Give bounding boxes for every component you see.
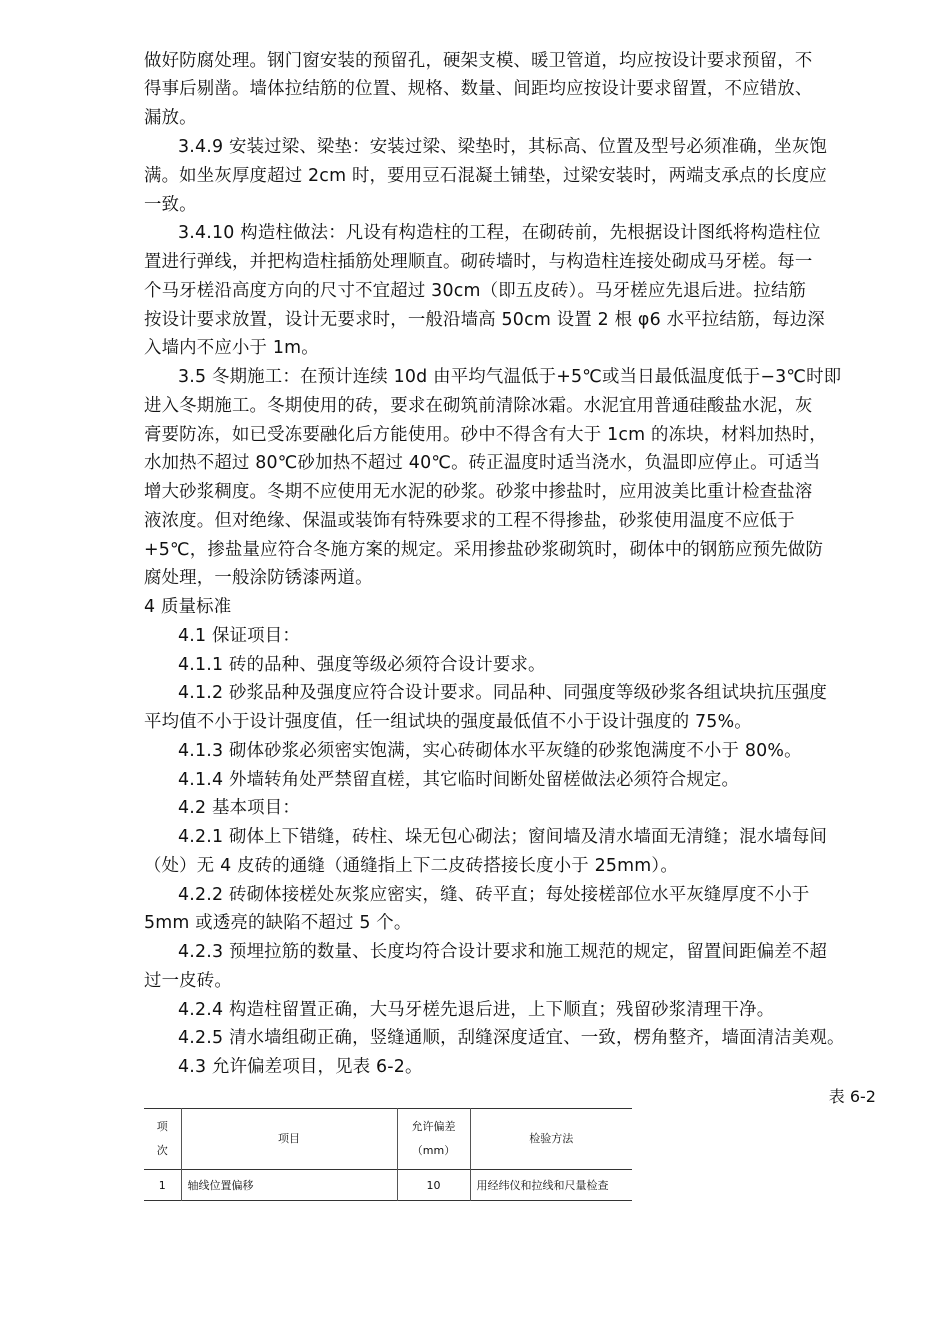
cell-item: 轴线位置偏移	[181, 1170, 397, 1201]
text-line: 液浓度。但对绝缘、保温或装饰有特殊要求的工程不得掺盐，砂浆使用温度不应低于	[144, 511, 795, 531]
text-line: 膏要防冻，如已受冻要融化后方能使用。砂中不得含有大于 1cm 的冻块，材料加热时，	[144, 425, 827, 445]
text-line: 3.4.10 构造柱做法：凡设有构造柱的工程，在砌砖前，先根据设计图纸将构造柱位	[178, 223, 821, 243]
header-item: 项目	[181, 1109, 397, 1170]
text-line: 入墙内不应小于 1m。	[144, 338, 319, 358]
text-line: 过一皮砖。	[144, 971, 232, 991]
text-line: （处）无 4 皮砖的通缝（通缝指上下二皮砖搭接长度小于 25mm）。	[144, 856, 678, 876]
text-line: 4.2.2 砖砌体接槎处灰浆应密实，缝、砖平直；每处接槎部位水平灰缝厚度不小于	[178, 885, 810, 905]
text-line: 平均值不小于设计强度值，任一组试块的强度最低值不小于设计强度的 75%。	[144, 712, 752, 732]
text-line: 4.3 允许偏差项目，见表 6-2。	[178, 1057, 423, 1077]
text-line: 4.1.4 外墙转角处严禁留直槎，其它临时间断处留槎做法必须符合规定。	[178, 770, 740, 790]
text-line: +5℃，掺盐量应符合冬施方案的规定。采用掺盐砂浆砌筑时，砌体中的钢筋应预先做防	[144, 540, 824, 560]
text-line: 腐处理，一般涂防锈漆两道。	[144, 568, 373, 588]
text-line: 得事后剔凿。墙体拉结筋的位置、规格、数量、间距均应按设计要求留置，不应错放、	[144, 79, 813, 99]
text-line: 个马牙槎沿高度方向的尺寸不宜超过 30cm（即五皮砖）。马牙槎应先退后进。拉结筋	[144, 281, 807, 301]
text-line: 4.2.3 预埋拉筋的数量、长度均符合设计要求和施工规范的规定，留置间距偏差不超	[178, 942, 828, 962]
header-no: 项 次	[144, 1109, 181, 1170]
text-line: 做好防腐处理。钢门窗安装的预留孔，硬架支模、暖卫管道，均应按设计要求预留，不	[144, 51, 813, 71]
text-line: 漏放。	[144, 108, 197, 128]
table-header-row	[144, 1109, 632, 1170]
text-line: 3.4.9 安装过梁、梁垫：安装过梁、梁垫时，其标高、位置及型号必须准确，坐灰饱	[178, 137, 828, 157]
tolerance-table	[144, 1108, 632, 1201]
text-line: 进入冬期施工。冬期使用的砖，要求在砌筑前清除冰霜。水泥宜用普通硅酸盐水泥，灰	[144, 396, 813, 416]
text-line: 4.2.5 清水墙组砌正确，竖缝通顺，刮缝深度适宜、一致，楞角整齐，墙面清洁美观。	[178, 1028, 845, 1048]
header-tolerance: 允许偏差 （mm）	[397, 1109, 470, 1170]
header-method: 检验方法	[529, 1132, 574, 1145]
table-caption: 表 6-2	[828, 1087, 876, 1106]
section-heading: 4 质量标准	[144, 597, 232, 617]
text-line: 4.1.2 砂浆品种及强度应符合设计要求。同品种、同强度等级砂浆各组试块抗压强度	[178, 683, 828, 703]
text-line: 增大砂浆稠度。冬期不应使用无水泥的砂浆。砂浆中掺盐时，应用波美比重计检查盐溶	[144, 482, 813, 502]
text-line: 4.1.1 砖的品种、强度等级必须符合设计要求。	[178, 655, 546, 675]
text-line: 置进行弹线，并把构造柱插筋处理顺直。砌砖墙时，与构造柱连接处砌成马牙槎。每一	[144, 252, 813, 272]
text-line: 3.5 冬期施工：在预计连续 10d 由平均气温低于+5℃或当日最低温度低于−3℃时即	[178, 367, 842, 387]
table-row	[144, 1170, 632, 1201]
cell-no: 1	[144, 1170, 181, 1201]
cell-method: 用经纬仪和拉线和尺量检查	[476, 1179, 609, 1192]
text-line: 4.2.4 构造柱留置正确，大马牙槎先退后进，上下顺直；残留砂浆清理干净。	[178, 1000, 775, 1020]
text-line: 4.1 保证项目：	[178, 626, 300, 646]
text-line: 一致。	[144, 195, 197, 215]
text-line: 4.2.1 砌体上下错缝，砖柱、垛无包心砌法；窗间墙及清水墙面无清缝；混水墙每间	[178, 827, 828, 847]
text-line: 4.2 基本项目：	[178, 798, 300, 818]
text-line: 按设计要求放置，设计无要求时，一般沿墙高 50cm 设置 2 根 φ6 水平拉结筋，每边深	[144, 310, 825, 330]
text-line: 4.1.3 砌体砂浆必须密实饱满，实心砖砌体水平灰缝的砂浆饱满度不小于 80%。	[178, 741, 802, 761]
text-line: 5mm 或透亮的缺陷不超过 5 个。	[144, 913, 412, 933]
text-line: 满。如坐灰厚度超过 2cm 时，要用豆石混凝土铺垫，过梁安装时，两端支承点的长度应	[144, 166, 827, 186]
text-line: 水加热不超过 80℃砂加热不超过 40℃。砖正温度时适当浇水，负温即应停止。可适当	[144, 453, 821, 473]
cell-tolerance: 10	[397, 1170, 470, 1201]
